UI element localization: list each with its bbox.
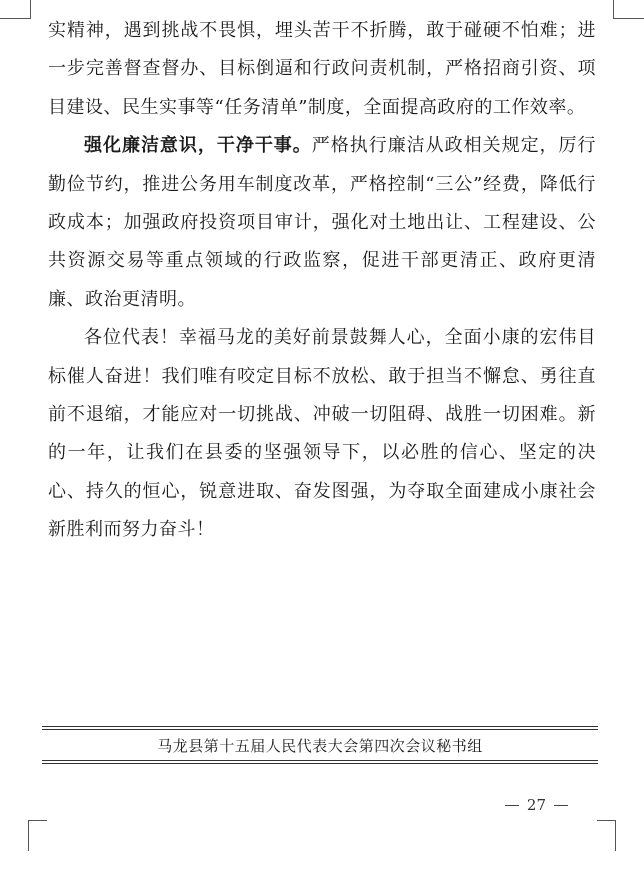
dash-left [505, 805, 519, 806]
paragraph-1 [48, 12, 596, 127]
document-body [48, 12, 596, 550]
paragraph-2 [48, 127, 596, 319]
crop-mark-top-right [613, 0, 644, 19]
page-number [505, 796, 568, 814]
dash-right [554, 805, 568, 806]
paragraph-text: 实精神，遇到挑战不畏惧，埋头苦干不折腾，敢于碰硬不怕难；进一步完善督查督办、目标倒逼和行政问责机制，严格招商引资、项目建设、民生实事等“任务清单”制度，全面提高政府的工作效率。 [48, 20, 596, 118]
paragraph-text: 严格执行廉洁从政相关规定，厉行勤俭节约，推进公务用车制度改革，严格控制“三公”经费，降低行政成本；加强政府投资项目审计，强化对土地出让、工程建设、公共资源交易等重点领域的行政监察，促进干部更清正、政府更清廉、政治更清明。 [48, 135, 597, 310]
crop-mark-bottom-right [597, 820, 616, 851]
footer-organization: 马龙县第十五届人民代表大会第四次会议秘书组 [157, 736, 483, 755]
page-number-value: 27 [526, 796, 546, 814]
footer-banner [42, 726, 598, 764]
paragraph-text: 各位代表！幸福马龙的美好前景鼓舞人心，全面小康的宏伟目标催人奋进！我们唯有咬定目标不放松、敢于担当不懈怠、勇往直前不退缩，才能应对一切挑战、冲破一切阻碍、战胜一切困难。新的一年，让我们在县委的坚强领导下，以必胜的信心、坚定的决心、持久的恒心，锐意进取、奋发图强，为夺取全面建成小康社会新胜利而努力奋斗！ [48, 327, 596, 541]
crop-mark-top-left [0, 0, 31, 19]
paragraph-3 [48, 319, 596, 549]
crop-mark-bottom-left [28, 820, 47, 851]
paragraph-lead: 强化廉洁意识，干净干事。 [84, 135, 312, 157]
